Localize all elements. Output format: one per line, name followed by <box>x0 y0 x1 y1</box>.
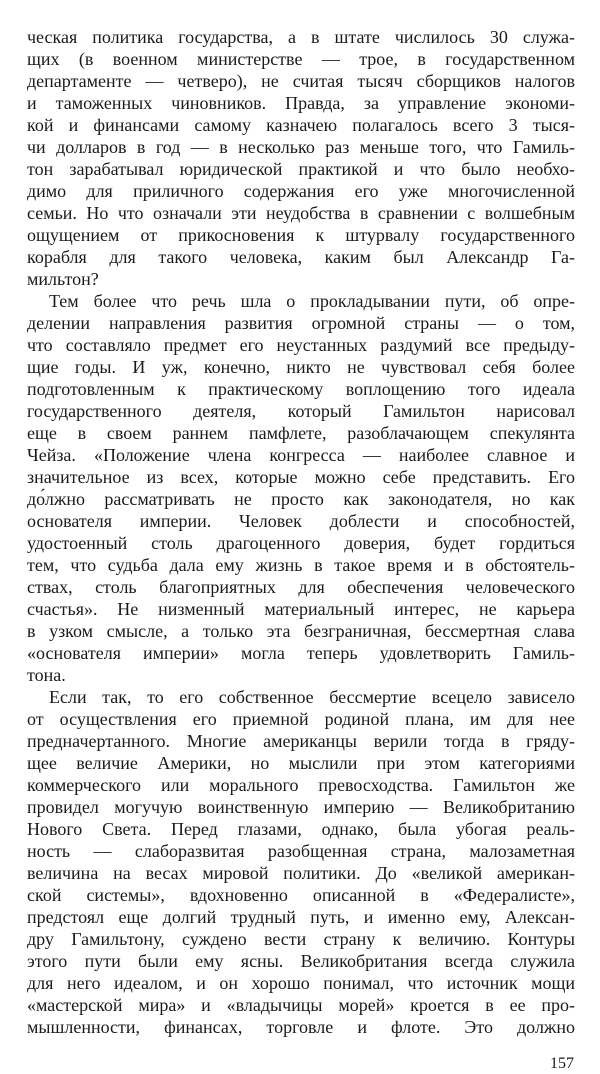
paragraph <box>27 686 575 1038</box>
text-line: чи долларов в год — в несколько раз меньше того, что Гамиль- <box>27 137 575 157</box>
page-body-text <box>27 0 575 1038</box>
text-line: департаменте — четверо), не считая тысяч сборщиков налогов <box>27 71 575 91</box>
text-line: провидел могучую воинственную империю — Великобританию <box>27 797 575 817</box>
text-line: «основателя империи» могла теперь удовлетворить Гамиль- <box>27 643 575 663</box>
text-line: основателя империи. Человек доблести и способностей, <box>27 511 575 531</box>
text-line: счастья». Не низменный материальный интерес, не карьера <box>27 599 575 619</box>
text-line: ствах, столь благоприятных для обеспечения человеческого <box>27 577 575 597</box>
text-line: тона. <box>27 665 66 685</box>
paragraph <box>27 26 575 290</box>
text-line: корабля для такого человека, каким был Александр Га- <box>27 247 575 267</box>
text-line: для него идеалом, и он хорошо понимал, что источник мощи <box>27 973 575 993</box>
text-line: щие годы. И уж, конечно, никто не чувствовал себя более <box>27 357 575 377</box>
text-line: в узком смысле, а только эта безграничная, бессмертная слава <box>27 621 575 641</box>
text-line: этого пути были ему ясны. Великобритания всегда служила <box>27 951 575 971</box>
text-line: коммерческого или морального превосходства. Гамильтон же <box>27 775 575 795</box>
text-line: Нового Света. Перед глазами, однако, была убогая реаль- <box>27 819 575 839</box>
text-line: значительное из всех, которые можно себе представить. Его <box>27 467 575 487</box>
text-line: ощущением от прикосновения к штурвалу государственного <box>27 225 575 245</box>
text-line: щее величие Америки, но мыслили при этом категориями <box>27 753 575 773</box>
text-line: димо для приличного содержания его уже многочисленной <box>27 181 575 201</box>
page-number: 157 <box>550 1055 574 1072</box>
text-line: ской системы», вдохновенно описанной в «Федералисте», <box>27 885 575 905</box>
text-line: подготовленным к практическому воплощению того идеала <box>27 379 575 399</box>
text-line: семьи. Но что означали эти неудобства в сравнении с волшебным <box>27 203 575 223</box>
text-line: щих (в военном министерстве — трое, в государственном <box>27 49 575 69</box>
text-line: государственного деятеля, который Гамильтон нарисовал <box>27 401 575 421</box>
text-line: «мастерской мира» и «владычицы морей» кроется в ее про- <box>27 995 575 1015</box>
text-line: еще в своем раннем памфлете, разоблачающем спекулянта <box>27 423 575 443</box>
text-line: предстоял еще долгий трудный путь, и именно ему, Алексан- <box>27 907 575 927</box>
text-line: ность — слаборазвитая разобщенная страна, малозаметная <box>27 841 575 861</box>
text-line: удостоенный столь драгоценного доверия, будет гордиться <box>27 533 575 553</box>
text-line: тем, что судьба дала ему жизнь в такое время и в обстоятель- <box>27 555 575 575</box>
text-line: Если так, то его собственное бессмертие всецело зависело <box>49 687 575 707</box>
text-line: ческая политика государства, а в штате числилось 30 служа- <box>27 27 575 47</box>
text-line: предначертанного. Многие американцы верили тогда в гряду- <box>27 731 575 751</box>
text-line: кой и финансами самому казначею полагалось всего 3 тыся- <box>27 115 575 135</box>
text-line: от осуществления его приемной родиной плана, им для нее <box>27 709 575 729</box>
text-line: до́лжно рассматривать не просто как законодателя, но как <box>27 489 575 509</box>
text-line: дру Гамильтону, суждено вести страну к величию. Контуры <box>27 929 575 949</box>
text-line: делении направления развития огромной страны — о том, <box>27 313 575 333</box>
text-line: что составляло предмет его неустанных раздумий все предыду- <box>27 335 575 355</box>
text-line: и таможенных чиновников. Правда, за управление экономи- <box>27 93 575 113</box>
text-line: Чейза. «Положение члена конгресса — наиболее славное и <box>27 445 575 465</box>
text-line: Тем более что речь шла о прокладывании пути, об опре- <box>49 291 575 311</box>
text-line: мильтон? <box>27 269 99 289</box>
text-line: мышленности, финансах, торговле и флоте. Это должно <box>27 1017 575 1037</box>
text-line: величина на весах мировой политики. До «великой американ- <box>27 863 575 883</box>
text-line: тон зарабатывал юридической практикой и что было необхо- <box>27 159 575 179</box>
paragraph <box>27 290 575 686</box>
